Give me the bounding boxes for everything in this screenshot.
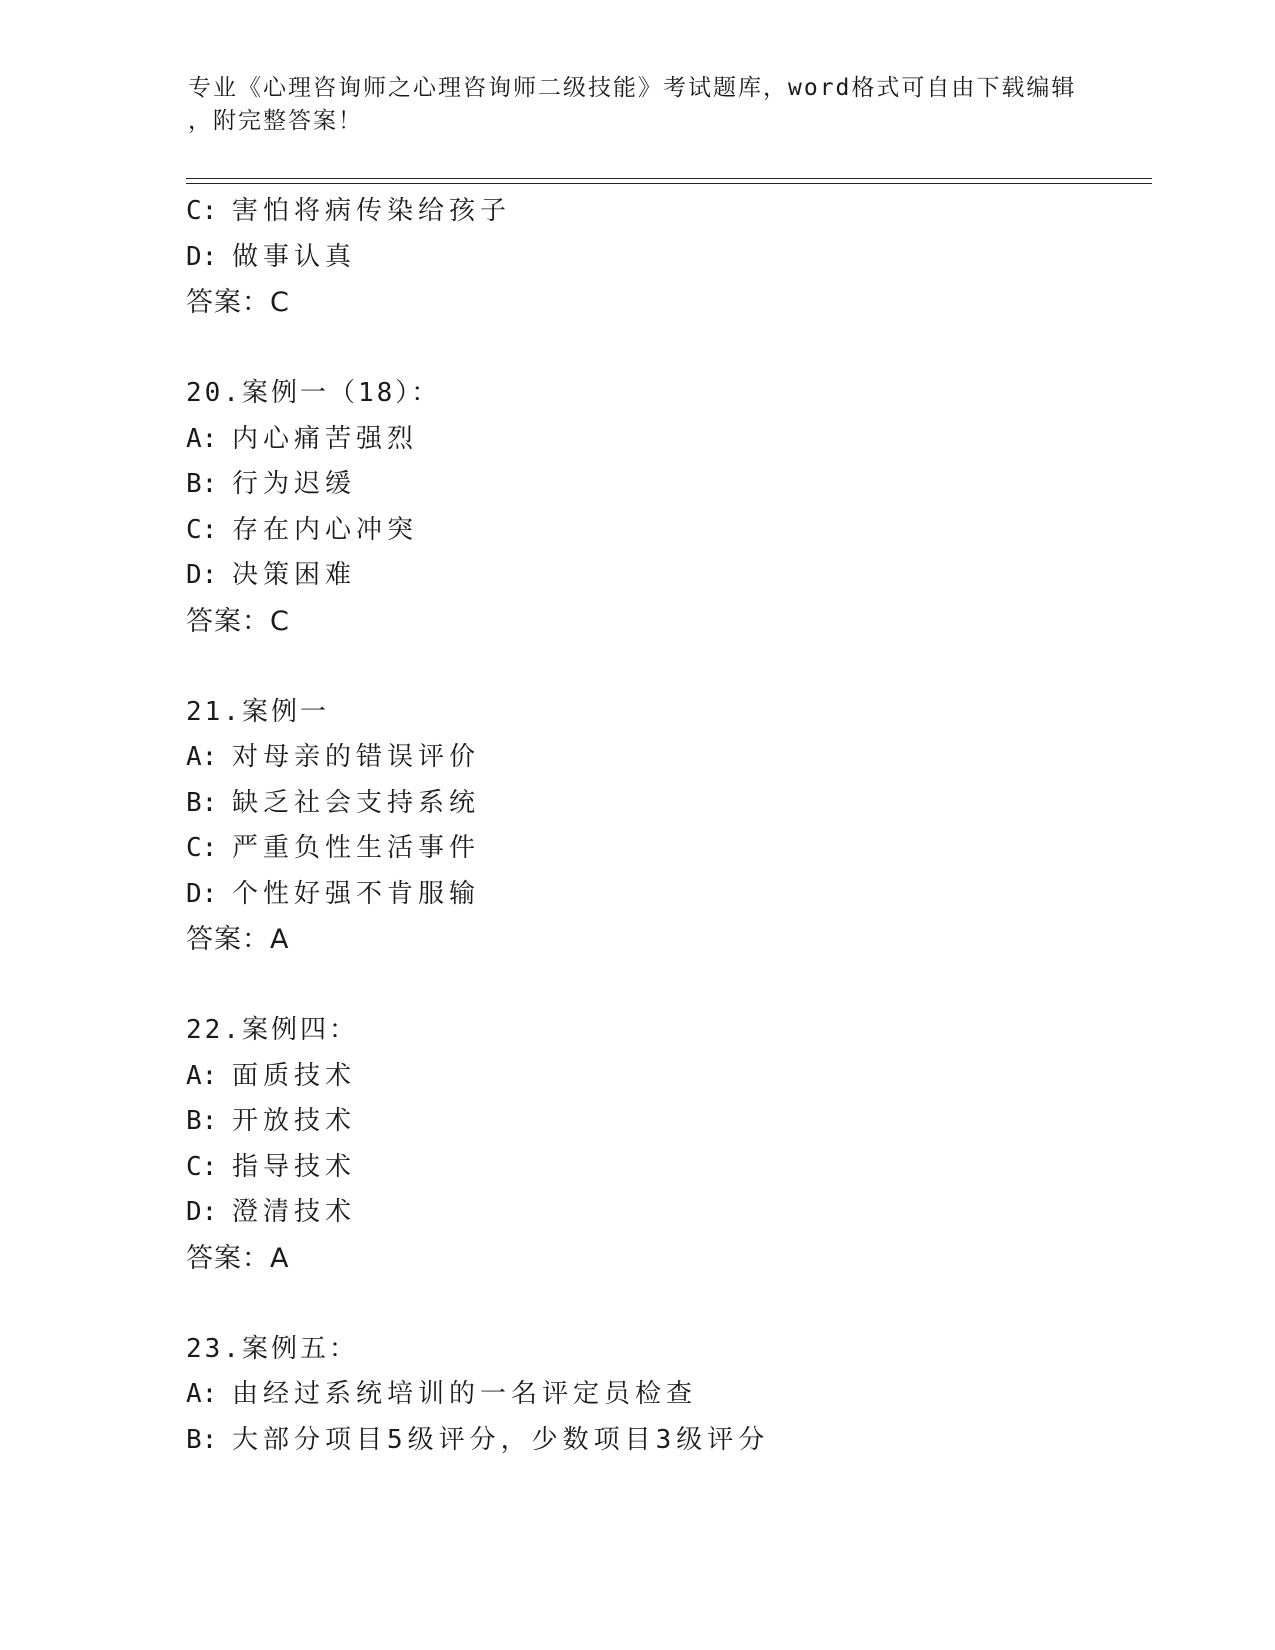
question-title: 22.案例四： [186,1015,358,1045]
document-header [188,72,1088,138]
option-a: A: 由经过系统培训的一名评定员检查 [186,1379,698,1409]
option-d: D: 做事认真 [186,241,357,272]
option-d: D: 决策困难 [186,560,357,590]
option-b: B: 大部分项目5级评分，少数项目3级评分 [186,1424,770,1455]
option-a: A: 对母亲的错误评价 [186,742,481,772]
answer: 答案：A [186,924,290,955]
option-c: C: 严重负性生活事件 [186,833,481,863]
option-b: B: 开放技术 [186,1106,357,1136]
header-divider-bottom [186,183,1152,184]
option-c: C: 存在内心冲突 [186,514,419,545]
question-title: 21.案例一 [186,696,329,727]
answer: 答案：A [186,1242,290,1274]
option-d: D: 澄清技术 [186,1197,357,1227]
answer: 答案：C [186,287,290,318]
option-d: D: 个性好强不肯服输 [186,878,481,909]
answer: 答案：C [186,605,290,637]
question-19-continued [186,189,1146,326]
option-a: A: 内心痛苦强烈 [186,423,419,454]
option-b: B: 行为迟缓 [186,469,357,499]
question-list [186,189,1146,1463]
option-c: C: 害怕将病传染给孩子 [186,196,512,226]
question-title: 20.案例一（18）： [186,378,441,408]
header-line-2: ，附完整答案！ [188,108,363,134]
question-22 [186,1008,1146,1281]
question-21 [186,690,1146,963]
question-20 [186,371,1146,644]
question-title: 23.案例五： [186,1333,358,1364]
option-c: C: 指导技术 [186,1151,357,1182]
header-line-1: 专业《心理咨询师之心理咨询师二级技能》考试题库，word格式可自由下载编辑 [188,75,1077,101]
question-23 [186,1327,1146,1464]
option-a: A: 面质技术 [186,1060,357,1091]
option-b: B: 缺乏社会支持系统 [186,787,481,818]
header-divider-top [186,178,1152,179]
